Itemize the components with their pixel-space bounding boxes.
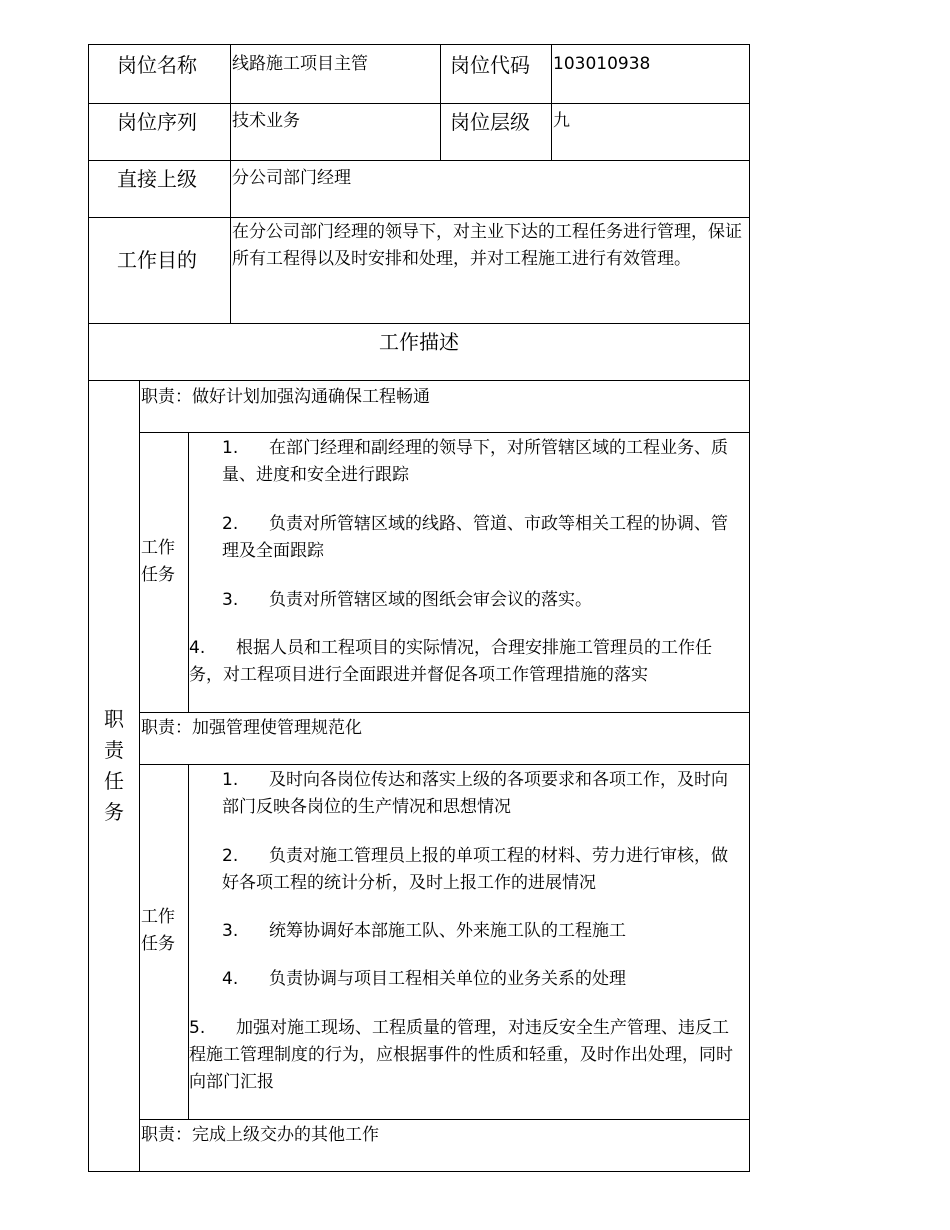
position-name-value: 线路施工项目主管 [232, 54, 368, 74]
task-text: 负责协调与项目工程相关单位的业务关系的处理 [269, 969, 626, 989]
task-item [222, 918, 740, 945]
purpose-value: 在分公司部门经理的领导下，对主业下达的工程任务进行管理，保证所有工程得以及时安排和处理，并对工程施工进行有效管理。 [232, 222, 742, 269]
task-item [189, 635, 745, 689]
position-code-label: 岗位代码 [450, 53, 530, 77]
col-divider [440, 44, 441, 160]
row-divider [88, 380, 750, 381]
task-item [222, 435, 740, 489]
row-divider [139, 432, 750, 433]
row-divider [88, 160, 750, 161]
task-text: 根据人员和工程项目的实际情况，合理安排施工管理员的工作任务，对工程项目进行全面跟进并督促各项工作管理措施的落实 [189, 638, 712, 685]
sequence-value: 技术业务 [232, 111, 300, 131]
task-number: 1. [222, 770, 239, 790]
task-item [222, 843, 740, 897]
task-text: 在部门经理和副经理的领导下，对所管辖区域的工程业务、质量、进度和安全进行跟踪 [222, 438, 728, 485]
task-text: 统筹协调好本部施工队、外来施工队的工程施工 [269, 921, 626, 941]
task-number: 2. [222, 514, 239, 534]
task-label: 工作任务 [141, 538, 175, 585]
purpose-label: 工作目的 [117, 248, 197, 272]
level-value: 九 [553, 111, 570, 131]
task-number: 1. [222, 438, 239, 458]
task-label: 工作任务 [141, 907, 175, 954]
row-divider [88, 323, 750, 324]
col-divider [230, 44, 231, 323]
task-item [222, 511, 740, 565]
task-number: 4. [189, 638, 206, 658]
col-divider [551, 44, 552, 160]
level-label: 岗位层级 [450, 110, 530, 134]
superior-value: 分公司部门经理 [232, 168, 351, 188]
side-divider [139, 380, 140, 1172]
task-number: 3. [222, 590, 239, 610]
task-number: 2. [222, 846, 239, 866]
duty-title: 职责：做好计划加强沟通确保工程畅通 [141, 387, 430, 407]
task-number: 5. [189, 1018, 206, 1038]
task-text: 加强对施工现场、工程质量的管理，对违反安全生产管理、违反工程施工管理制度的行为，应根据事件的性质和轻重，及时作出处理，同时向部门汇报 [189, 1018, 733, 1092]
task-item [222, 966, 740, 993]
work-description-title: 工作描述 [379, 330, 459, 354]
superior-label: 直接上级 [117, 167, 197, 191]
task-number: 4. [222, 969, 239, 989]
sequence-label: 岗位序列 [117, 110, 197, 134]
position-name-label: 岗位名称 [117, 53, 197, 77]
task-text: 负责对所管辖区域的图纸会审会议的落实。 [269, 590, 592, 610]
task-item [222, 767, 740, 821]
duty-title: 职责：加强管理使管理规范化 [141, 718, 362, 738]
position-code-value: 103010938 [553, 54, 651, 74]
row-divider [139, 712, 750, 713]
row-divider [139, 1119, 750, 1120]
duties-side-label: 职责任务 [104, 707, 124, 824]
task-text: 负责对施工管理员上报的单项工程的材料、劳力进行审核，做好各项工程的统计分析，及时上报工作的进展情况 [222, 846, 728, 893]
row-divider [88, 103, 750, 104]
row-divider [88, 217, 750, 218]
task-number: 3. [222, 921, 239, 941]
task-text: 及时向各岗位传达和落实上级的各项要求和各项工作，及时向部门反映各岗位的生产情况和思想情况 [222, 770, 728, 817]
duty-title: 职责：完成上级交办的其他工作 [141, 1125, 379, 1145]
task-item [222, 587, 740, 614]
task-text: 负责对所管辖区域的线路、管道、市政等相关工程的协调、管理及全面跟踪 [222, 514, 728, 561]
row-divider [139, 764, 750, 765]
task-item [189, 1015, 745, 1096]
